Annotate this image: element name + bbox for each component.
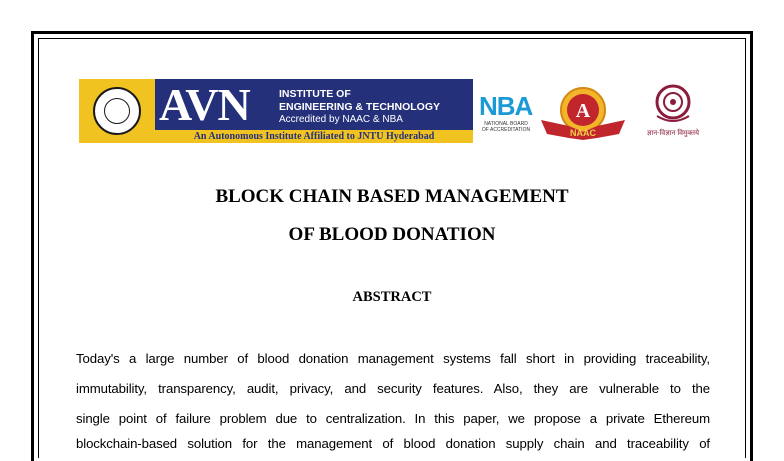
abstract-line: Today's a large number of blood donation management systems fall short in providing traceability, [76, 351, 710, 366]
crest-panel [79, 79, 155, 143]
nba-subtext: NATIONAL BOARD OF ACCREDITATION [481, 121, 531, 133]
ugc-logo [641, 82, 705, 142]
accreditation-text: Accredited by NAAC & NBA [279, 114, 403, 125]
abstract-heading: ABSTRACT [352, 289, 432, 305]
abstract-line: single point of failure problem due to centralization. In this paper, we propose a private Ethereum [76, 411, 710, 426]
abstract-line: immutability, transparency, audit, privacy, and security features. Also, they are vulnerable to the [76, 381, 710, 396]
institute-crest-icon [93, 87, 141, 135]
ugc-chakra-icon [641, 82, 705, 128]
institute-banner [79, 79, 473, 143]
institute-line-1: INSTITUTE OF [279, 88, 351, 100]
institute-line-2: ENGINEERING & TECHNOLOGY [279, 101, 441, 113]
naac-label: NAAC [570, 128, 596, 138]
naac-a-grade-seal-icon [539, 82, 627, 142]
abstract-line: blockchain-based solution for the management of blood donation supply chain and traceability of [76, 436, 710, 451]
institute-tagline: An Autonomous Institute Affiliated to JNTU Hyderabad [155, 130, 473, 143]
nba-logo-text: NBA [479, 91, 533, 121]
document-title-line-2: OF BLOOD DONATION [288, 224, 496, 245]
nba-logo [479, 91, 537, 137]
ugc-caption: ज्ञान-विज्ञान विमुक्तये [646, 130, 700, 137]
document-title-line-1: BLOCK CHAIN BASED MANAGEMENT [215, 186, 569, 207]
naac-grade: A [575, 100, 591, 122]
avn-logo-text: AVN [159, 79, 250, 130]
